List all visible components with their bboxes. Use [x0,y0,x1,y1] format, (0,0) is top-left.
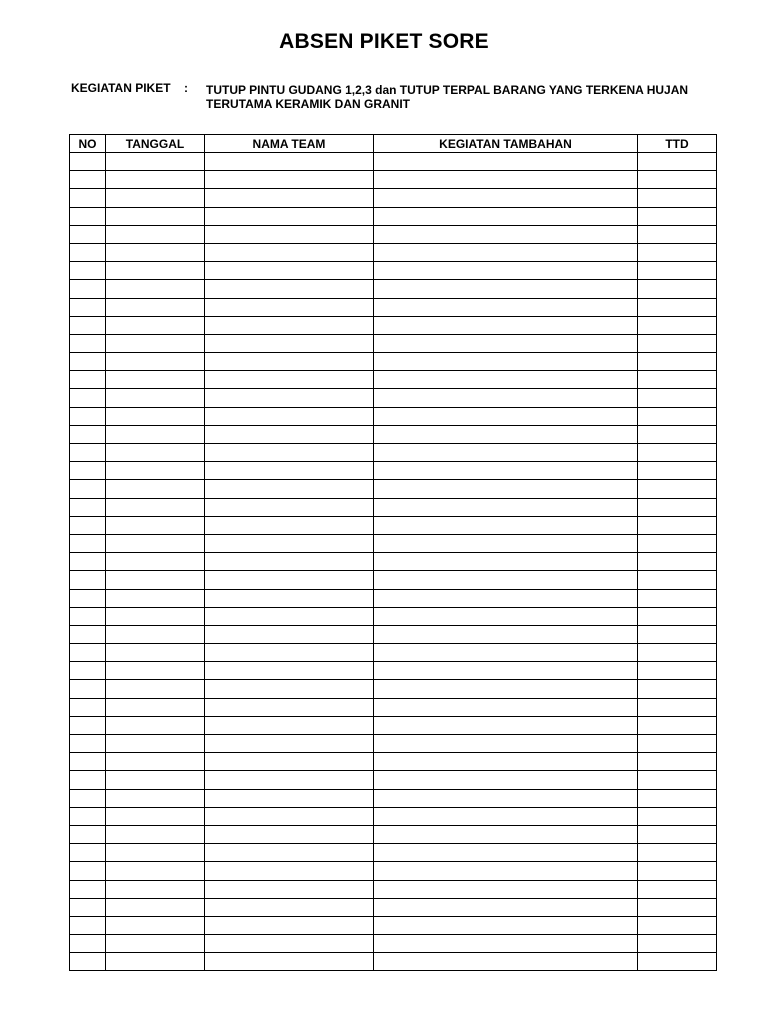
cell-tanggal [106,771,205,789]
cell-kegiatan-tambahan [374,171,638,189]
cell-tanggal [106,844,205,862]
cell-tanggal [106,316,205,334]
cell-kegiatan-tambahan [374,353,638,371]
cell-kegiatan-tambahan [374,444,638,462]
table-row [70,880,717,898]
cell-no [70,153,106,171]
cell-no [70,462,106,480]
cell-nama-team [205,825,374,843]
cell-kegiatan-tambahan [374,662,638,680]
cell-kegiatan-tambahan [374,262,638,280]
cell-nama-team [205,280,374,298]
cell-ttd [638,462,717,480]
table-row [70,225,717,243]
column-header-ttd: TTD [638,135,717,153]
cell-no [70,243,106,261]
cell-no [70,371,106,389]
cell-kegiatan-tambahan [374,334,638,352]
cell-kegiatan-tambahan [374,807,638,825]
cell-tanggal [106,916,205,934]
table-row [70,898,717,916]
cell-no [70,353,106,371]
table-row [70,262,717,280]
cell-kegiatan-tambahan [374,898,638,916]
cell-tanggal [106,334,205,352]
cell-tanggal [106,935,205,953]
cell-ttd [638,280,717,298]
kegiatan-piket-value [206,83,706,111]
cell-kegiatan-tambahan [374,771,638,789]
cell-tanggal [106,553,205,571]
table-row [70,844,717,862]
cell-nama-team [205,189,374,207]
cell-nama-team [205,807,374,825]
cell-kegiatan-tambahan [374,462,638,480]
cell-kegiatan-tambahan [374,825,638,843]
cell-ttd [638,644,717,662]
cell-nama-team [205,735,374,753]
table-row [70,334,717,352]
cell-kegiatan-tambahan [374,716,638,734]
cell-nama-team [205,389,374,407]
kegiatan-piket-colon: : [184,81,188,95]
table-row [70,516,717,534]
cell-tanggal [106,462,205,480]
table-row [70,589,717,607]
cell-kegiatan-tambahan [374,844,638,862]
table-row [70,753,717,771]
table-header-row [70,135,717,153]
table-row [70,425,717,443]
cell-nama-team [205,753,374,771]
table-row [70,716,717,734]
cell-tanggal [106,243,205,261]
cell-no [70,771,106,789]
cell-tanggal [106,607,205,625]
cell-no [70,516,106,534]
cell-no [70,316,106,334]
cell-kegiatan-tambahan [374,280,638,298]
cell-ttd [638,262,717,280]
cell-kegiatan-tambahan [374,589,638,607]
cell-tanggal [106,898,205,916]
cell-no [70,916,106,934]
table-row [70,935,717,953]
cell-ttd [638,662,717,680]
cell-ttd [638,425,717,443]
table-row [70,625,717,643]
cell-tanggal [106,498,205,516]
cell-no [70,898,106,916]
cell-nama-team [205,862,374,880]
column-header-tanggal: TANGGAL [106,135,205,153]
cell-ttd [638,371,717,389]
kegiatan-piket-value-line-1: TUTUP PINTU GUDANG 1,2,3 dan TUTUP TERPAL BARANG YANG TERKENA HUJAN [206,83,689,97]
cell-kegiatan-tambahan [374,789,638,807]
cell-nama-team [205,916,374,934]
cell-ttd [638,243,717,261]
cell-nama-team [205,498,374,516]
cell-nama-team [205,207,374,225]
cell-kegiatan-tambahan [374,298,638,316]
cell-nama-team [205,171,374,189]
cell-ttd [638,789,717,807]
cell-tanggal [106,680,205,698]
cell-ttd [638,844,717,862]
cell-ttd [638,316,717,334]
cell-nama-team [205,716,374,734]
cell-tanggal [106,480,205,498]
kegiatan-piket-value-line-2: TERUTAMA KERAMIK DAN GRANIT [206,97,410,111]
cell-tanggal [106,280,205,298]
cell-nama-team [205,698,374,716]
table-row [70,534,717,552]
cell-nama-team [205,262,374,280]
cell-nama-team [205,425,374,443]
cell-nama-team [205,553,374,571]
cell-tanggal [106,825,205,843]
cell-no [70,171,106,189]
cell-ttd [638,735,717,753]
cell-tanggal [106,262,205,280]
table-row [70,353,717,371]
cell-ttd [638,498,717,516]
kegiatan-piket-label: KEGIATAN PIKET [71,81,171,95]
cell-no [70,807,106,825]
cell-ttd [638,916,717,934]
cell-nama-team [205,407,374,425]
table-row [70,953,717,971]
cell-ttd [638,716,717,734]
cell-tanggal [106,753,205,771]
cell-tanggal [106,662,205,680]
table-row [70,407,717,425]
cell-no [70,753,106,771]
cell-no [70,698,106,716]
cell-nama-team [205,480,374,498]
cell-tanggal [106,153,205,171]
cell-kegiatan-tambahan [374,153,638,171]
cell-kegiatan-tambahan [374,189,638,207]
cell-no [70,735,106,753]
cell-nama-team [205,898,374,916]
table-row [70,280,717,298]
cell-ttd [638,407,717,425]
cell-nama-team [205,298,374,316]
cell-no [70,425,106,443]
cell-kegiatan-tambahan [374,498,638,516]
cell-nama-team [205,789,374,807]
cell-tanggal [106,389,205,407]
cell-kegiatan-tambahan [374,534,638,552]
cell-ttd [638,353,717,371]
cell-nama-team [205,953,374,971]
table-row [70,807,717,825]
cell-nama-team [205,662,374,680]
cell-no [70,953,106,971]
table-row [70,644,717,662]
cell-ttd [638,898,717,916]
cell-tanggal [106,625,205,643]
cell-ttd [638,625,717,643]
cell-ttd [638,680,717,698]
table-row [70,189,717,207]
cell-no [70,444,106,462]
cell-tanggal [106,571,205,589]
cell-tanggal [106,171,205,189]
cell-kegiatan-tambahan [374,680,638,698]
cell-kegiatan-tambahan [374,407,638,425]
table-row [70,916,717,934]
cell-tanggal [106,407,205,425]
cell-no [70,862,106,880]
cell-ttd [638,589,717,607]
cell-no [70,789,106,807]
cell-tanggal [106,516,205,534]
table-row [70,680,717,698]
cell-ttd [638,771,717,789]
cell-nama-team [205,444,374,462]
cell-kegiatan-tambahan [374,880,638,898]
cell-ttd [638,935,717,953]
cell-ttd [638,553,717,571]
cell-kegiatan-tambahan [374,371,638,389]
cell-kegiatan-tambahan [374,935,638,953]
cell-tanggal [106,371,205,389]
table-row [70,553,717,571]
cell-no [70,498,106,516]
cell-ttd [638,516,717,534]
table-row [70,771,717,789]
cell-ttd [638,153,717,171]
cell-ttd [638,698,717,716]
cell-no [70,480,106,498]
cell-nama-team [205,316,374,334]
table-row [70,735,717,753]
cell-ttd [638,189,717,207]
cell-no [70,716,106,734]
page-title: ABSEN PIKET SORE [279,30,489,53]
cell-no [70,607,106,625]
cell-tanggal [106,444,205,462]
cell-tanggal [106,735,205,753]
cell-tanggal [106,953,205,971]
cell-nama-team [205,516,374,534]
cell-no [70,589,106,607]
cell-no [70,880,106,898]
cell-kegiatan-tambahan [374,553,638,571]
cell-no [70,680,106,698]
cell-ttd [638,534,717,552]
cell-no [70,644,106,662]
cell-tanggal [106,189,205,207]
cell-tanggal [106,425,205,443]
cell-tanggal [106,353,205,371]
cell-nama-team [205,935,374,953]
cell-tanggal [106,807,205,825]
cell-tanggal [106,789,205,807]
cell-nama-team [205,353,374,371]
cell-ttd [638,825,717,843]
cell-tanggal [106,207,205,225]
table-row [70,607,717,625]
cell-kegiatan-tambahan [374,480,638,498]
attendance-table [69,134,717,971]
cell-nama-team [205,334,374,352]
table-row [70,571,717,589]
table-body [70,153,717,971]
cell-kegiatan-tambahan [374,571,638,589]
cell-no [70,407,106,425]
cell-nama-team [205,462,374,480]
cell-no [70,534,106,552]
cell-no [70,298,106,316]
table-row [70,825,717,843]
cell-nama-team [205,371,374,389]
cell-ttd [638,480,717,498]
cell-tanggal [106,698,205,716]
cell-ttd [638,298,717,316]
cell-no [70,844,106,862]
cell-ttd [638,753,717,771]
cell-nama-team [205,571,374,589]
cell-kegiatan-tambahan [374,916,638,934]
table-row [70,316,717,334]
cell-ttd [638,880,717,898]
cell-kegiatan-tambahan [374,516,638,534]
cell-kegiatan-tambahan [374,207,638,225]
cell-no [70,389,106,407]
cell-nama-team [205,880,374,898]
table-row [70,862,717,880]
cell-tanggal [106,716,205,734]
cell-nama-team [205,680,374,698]
cell-nama-team [205,644,374,662]
cell-no [70,935,106,953]
table-row [70,444,717,462]
table-row [70,207,717,225]
cell-kegiatan-tambahan [374,644,638,662]
table-row [70,498,717,516]
cell-kegiatan-tambahan [374,625,638,643]
cell-ttd [638,607,717,625]
cell-kegiatan-tambahan [374,698,638,716]
table-row [70,698,717,716]
cell-nama-team [205,844,374,862]
cell-ttd [638,444,717,462]
cell-no [70,334,106,352]
cell-tanggal [106,644,205,662]
cell-tanggal [106,862,205,880]
cell-no [70,662,106,680]
table-row [70,389,717,407]
column-header-nama-team: NAMA TEAM [205,135,374,153]
cell-no [70,553,106,571]
cell-nama-team [205,225,374,243]
cell-nama-team [205,534,374,552]
cell-ttd [638,207,717,225]
table-row [70,480,717,498]
cell-ttd [638,225,717,243]
table-row [70,789,717,807]
cell-nama-team [205,771,374,789]
cell-kegiatan-tambahan [374,607,638,625]
cell-no [70,262,106,280]
table-row [70,371,717,389]
table-row [70,171,717,189]
cell-kegiatan-tambahan [374,735,638,753]
cell-kegiatan-tambahan [374,862,638,880]
cell-kegiatan-tambahan [374,316,638,334]
cell-ttd [638,862,717,880]
cell-nama-team [205,625,374,643]
cell-kegiatan-tambahan [374,389,638,407]
cell-nama-team [205,607,374,625]
cell-nama-team [205,589,374,607]
cell-kegiatan-tambahan [374,753,638,771]
table-row [70,662,717,680]
cell-no [70,625,106,643]
table-row [70,153,717,171]
cell-ttd [638,171,717,189]
cell-no [70,225,106,243]
cell-ttd [638,953,717,971]
column-header-kegiatan-tambahan: KEGIATAN TAMBAHAN [374,135,638,153]
cell-tanggal [106,298,205,316]
cell-ttd [638,571,717,589]
cell-kegiatan-tambahan [374,425,638,443]
table-row [70,243,717,261]
cell-no [70,189,106,207]
cell-nama-team [205,153,374,171]
table-row [70,298,717,316]
cell-tanggal [106,225,205,243]
cell-kegiatan-tambahan [374,225,638,243]
cell-kegiatan-tambahan [374,243,638,261]
cell-tanggal [106,534,205,552]
cell-ttd [638,334,717,352]
column-header-no: NO [70,135,106,153]
cell-kegiatan-tambahan [374,953,638,971]
table-row [70,462,717,480]
cell-nama-team [205,243,374,261]
cell-ttd [638,807,717,825]
cell-no [70,571,106,589]
cell-no [70,280,106,298]
cell-tanggal [106,880,205,898]
cell-no [70,825,106,843]
cell-no [70,207,106,225]
cell-ttd [638,389,717,407]
cell-tanggal [106,589,205,607]
